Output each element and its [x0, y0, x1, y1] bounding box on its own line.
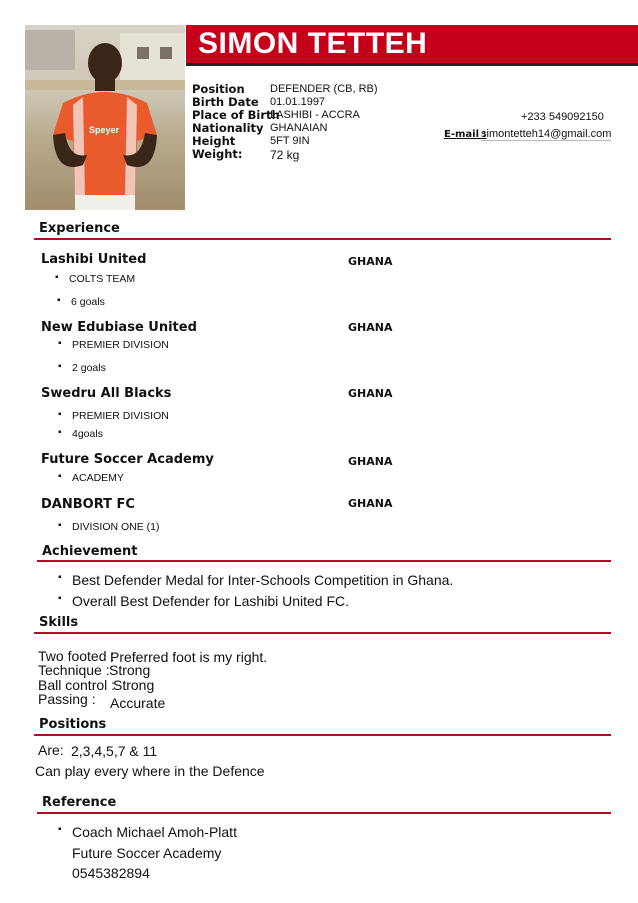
- reference-divider: [37, 812, 611, 814]
- achievement-heading: Achievement: [42, 544, 138, 559]
- skill-label: Technique :: [38, 662, 110, 678]
- skill-value: Strong: [113, 677, 155, 693]
- player-name: SIMON TETTEH: [198, 27, 428, 60]
- club-name: New Edubiase United: [41, 320, 197, 335]
- club-name: Swedru All Blacks: [41, 386, 172, 401]
- experience-heading: Experience: [39, 221, 120, 236]
- achievement-item: ▪ Overall Best Defender for Lashibi United FC.: [72, 593, 349, 609]
- reference-name: ▪ Coach Michael Amoh-Platt: [72, 824, 237, 840]
- detail-value-weight: 72 kg: [270, 148, 300, 162]
- skills-divider: [34, 632, 611, 634]
- detail-value-birth-date: 01.01.1997: [270, 96, 326, 108]
- positions-note: Can play every where in the Defence: [35, 763, 265, 779]
- skill-label: Ball control :: [38, 677, 116, 693]
- skill-value: Accurate: [110, 695, 166, 711]
- reference-heading: Reference: [42, 795, 117, 810]
- positions-value: 2,3,4,5,7 & 11: [71, 743, 158, 759]
- detail-value-position: DEFENDER (CB, RB): [270, 83, 378, 95]
- club-detail: ▪ COLTS TEAM: [69, 273, 135, 285]
- club-country: GHANA: [348, 387, 393, 400]
- club-country: GHANA: [348, 255, 393, 268]
- profile-photo: [25, 25, 185, 210]
- detail-label-position: Position: [192, 82, 245, 96]
- positions-label: Are:: [38, 742, 64, 758]
- club-name: Future Soccer Academy: [41, 452, 214, 467]
- club-detail: ▪ DIVISION ONE (1): [72, 521, 160, 533]
- club-detail: ▪ ACADEMY: [72, 472, 124, 484]
- detail-label-height: Height: [192, 134, 236, 148]
- positions-divider: [34, 734, 611, 736]
- detail-label-weight: Weight:: [192, 147, 243, 161]
- club-detail: ▪ PREMIER DIVISION: [72, 339, 169, 351]
- detail-label-birth-date: Birth Date: [192, 95, 259, 109]
- club-country: GHANA: [348, 455, 393, 468]
- detail-value-height: 5FT 9IN: [270, 135, 310, 147]
- detail-label-nationality: Nationality: [192, 121, 264, 135]
- club-country: GHANA: [348, 497, 393, 510]
- skill-label: Passing :: [38, 691, 96, 707]
- phone-number: +233 549092150: [521, 111, 604, 123]
- email-address[interactable]: simontetteh14@gmail.com: [481, 128, 612, 140]
- name-banner: [186, 25, 638, 66]
- skill-value: Strong: [109, 662, 151, 678]
- achievement-item: ▪ Best Defender Medal for Inter-Schools Competition in Ghana.: [72, 572, 453, 588]
- club-detail: ▪ PREMIER DIVISION: [72, 410, 169, 422]
- detail-label-place-of-birth: Place of Birth: [192, 108, 280, 122]
- detail-value-place-of-birth: LASHIBI - ACCRA: [270, 109, 360, 121]
- reference-organization: Future Soccer Academy: [72, 845, 222, 861]
- club-detail: ▪ 4goals: [72, 428, 103, 440]
- club-detail: ▪ 6 goals: [71, 296, 105, 308]
- skill-value: Preferred foot is my right.: [110, 649, 268, 665]
- skills-heading: Skills: [39, 615, 79, 630]
- shirt-text: Speyer: [89, 125, 120, 135]
- skill-label: Two footed :: [38, 648, 115, 664]
- reference-phone: 0545382894: [72, 865, 150, 881]
- achievement-divider: [37, 560, 611, 562]
- club-name: Lashibi United: [41, 252, 147, 267]
- positions-heading: Positions: [39, 717, 107, 732]
- experience-divider: [34, 238, 611, 240]
- club-detail: ▪ 2 goals: [72, 362, 106, 374]
- detail-value-nationality: GHANAIAN: [270, 122, 328, 134]
- club-country: GHANA: [348, 321, 393, 334]
- club-name: DANBORT FC: [41, 497, 135, 512]
- email-label: E-mail :: [444, 129, 487, 140]
